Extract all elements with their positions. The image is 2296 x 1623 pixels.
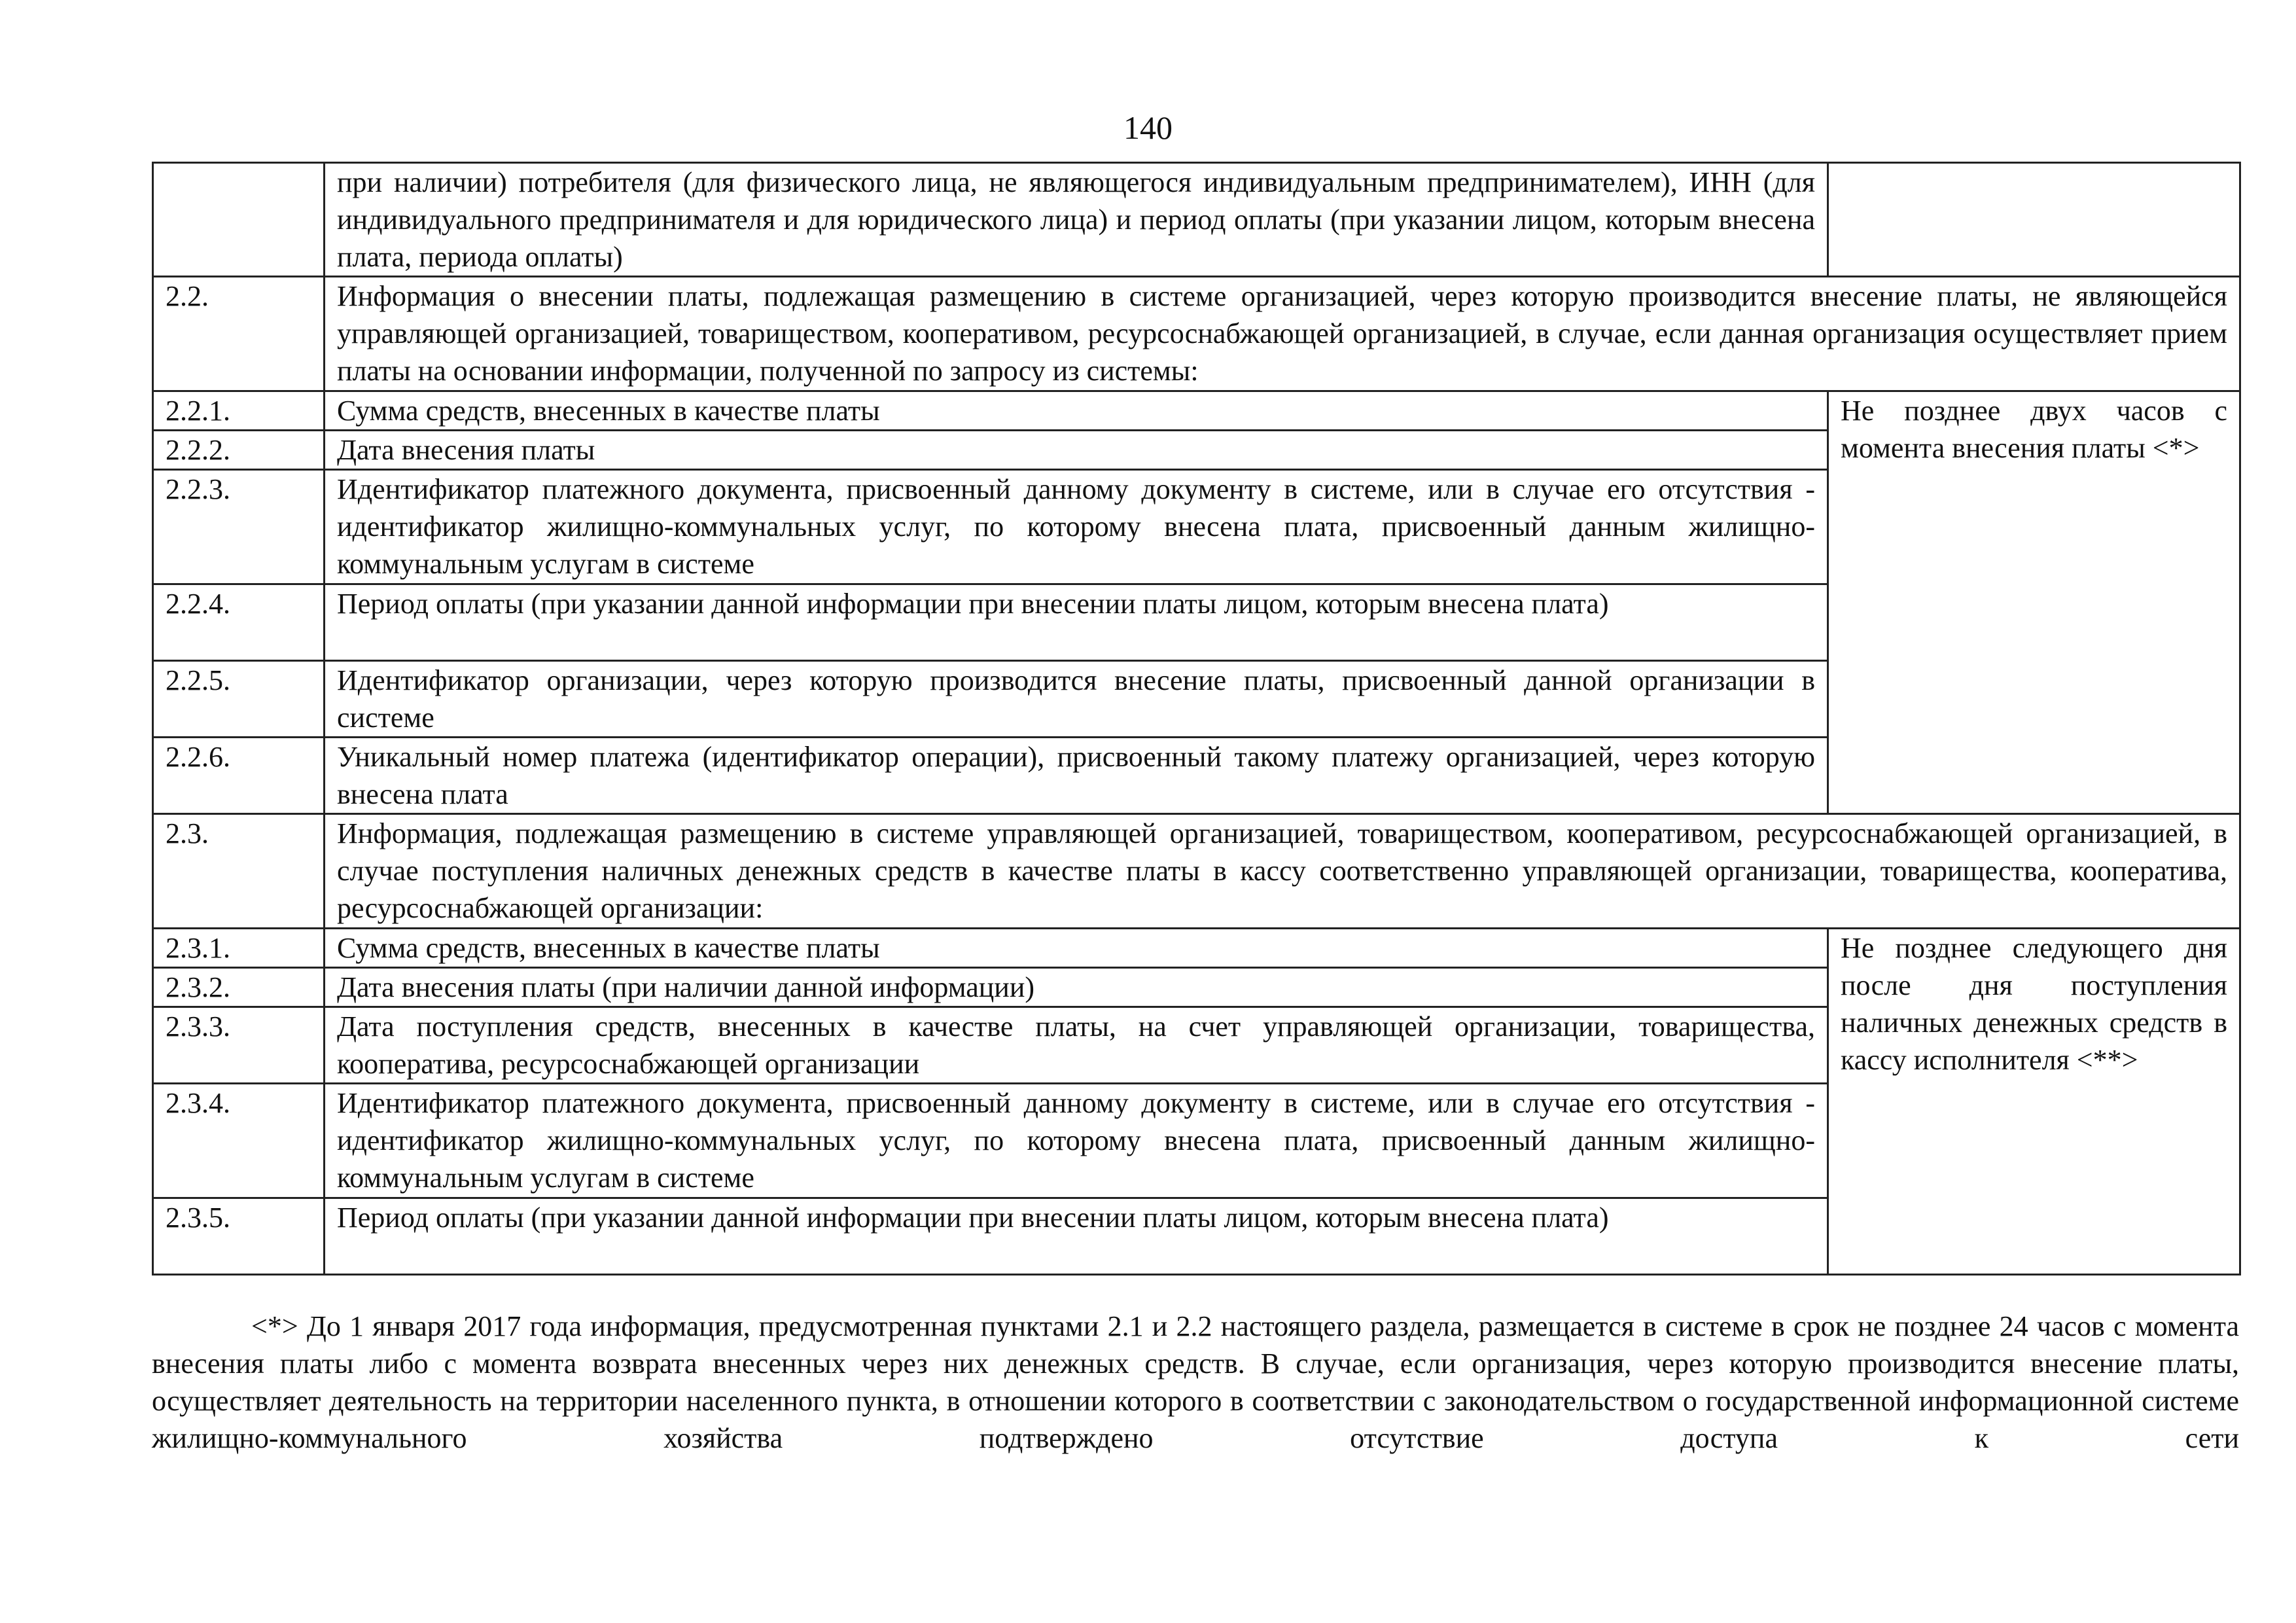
item-text: Дата внесения платы (при наличии данной информации)	[325, 968, 1828, 1007]
item-number	[153, 163, 325, 277]
item-text: Сумма средств, внесенных в качестве платы	[325, 929, 1828, 968]
item-text: Уникальный номер платежа (идентификатор операции), присвоенный такому платежу организацией, через которую внесена плата	[325, 738, 1828, 814]
item-number: 2.3.1.	[153, 929, 325, 968]
item-number: 2.3.4.	[153, 1084, 325, 1198]
table-row	[153, 277, 2240, 391]
item-number: 2.2.	[153, 277, 325, 391]
table-row	[153, 163, 2240, 277]
item-number: 2.3.3.	[153, 1007, 325, 1084]
deadline-cell: Не позднее двух часов с момента внесения платы <*>	[1828, 391, 2240, 814]
item-text: Дата внесения платы	[325, 431, 1828, 470]
item-number: 2.2.2.	[153, 431, 325, 470]
item-text: Период оплаты (при указании данной информации при внесении платы лицом, которым внесена плата)	[325, 1198, 1828, 1275]
footnote: <*> До 1 января 2017 года информация, предусмотренная пунктами 2.1 и 2.2 настоящего раздела, размещается в системе в срок не позднее 24 часов с момента внесения платы либо с момента возврата внесенных через них денежных средств. В случае, если организация, через которую производится внесение платы, осуществляет деятельность на территории населенного пункта, в отношении которого в соответствии с законодательством о государственной информационной системе жилищно-коммунального хозяйства подтверждено отсутствие доступа к сети	[152, 1310, 2239, 1454]
page-number: 140	[1123, 109, 1173, 146]
deadline-cell	[1828, 163, 2240, 277]
item-number: 2.2.4.	[153, 584, 325, 661]
table-row	[153, 814, 2240, 929]
item-text: Дата поступления средств, внесенных в качестве платы, на счет управляющей организации, товарищества, кооператива, ресурсоснабжающей организации	[325, 1007, 1828, 1084]
item-number: 2.2.1.	[153, 391, 325, 431]
item-text: Идентификатор платежного документа, присвоенный данному документу в системе, или в случае его отсутствия - идентификатор жилищно-коммунальных услуг, по которому внесена плата, присвоенный данным жилищно-коммунальным услугам в системе	[325, 1084, 1828, 1198]
table-row	[153, 391, 2240, 431]
table-row	[153, 929, 2240, 968]
item-text: Информация, подлежащая размещению в системе управляющей организацией, товариществом, кооперативом, ресурсоснабжающей организацией, в случае поступления наличных денежных средств в качестве платы в кассу соответственно управляющей организации, товарищества, кооператива, ресурсоснабжающей организации:	[325, 814, 2240, 929]
item-text: Сумма средств, внесенных в качестве платы	[325, 391, 1828, 431]
item-text: при наличии) потребителя (для физического лица, не являющегося индивидуальным предпринимателем), ИНН (для индивидуального предпринимателя и для юридического лица) и период оплаты (при указании лицом, которым внесена плата, периода оплаты)	[325, 163, 1828, 277]
item-number: 2.2.5.	[153, 661, 325, 738]
item-text: Идентификатор организации, через которую производится внесение платы, присвоенный данной организации в системе	[325, 661, 1828, 738]
item-number: 2.3.2.	[153, 968, 325, 1007]
deadline-cell: Не позднее следующего дня после дня поступления наличных денежных средств в кассу исполнителя <**>	[1828, 929, 2240, 1275]
item-number: 2.3.	[153, 814, 325, 929]
item-number: 2.2.3.	[153, 470, 325, 584]
item-number: 2.3.5.	[153, 1198, 325, 1275]
item-number: 2.2.6.	[153, 738, 325, 814]
item-text: Идентификатор платежного документа, присвоенный данному документу в системе, или в случае его отсутствия - идентификатор жилищно-коммунальных услуг, по которому внесена плата, присвоенный данным жилищно-коммунальным услугам в системе	[325, 470, 1828, 584]
item-text: Период оплаты (при указании данной информации при внесении платы лицом, которым внесена плата)	[325, 584, 1828, 661]
item-text: Информация о внесении платы, подлежащая размещению в системе организацией, через которую производится внесение платы, не являющейся управляющей организацией, товариществом, кооперативом, ресурсоснабжающей организацией, в случае, если данная организация осуществляет прием платы на основании информации, полученной по запросу из системы:	[325, 277, 2240, 391]
requirements-table	[152, 162, 2241, 1275]
